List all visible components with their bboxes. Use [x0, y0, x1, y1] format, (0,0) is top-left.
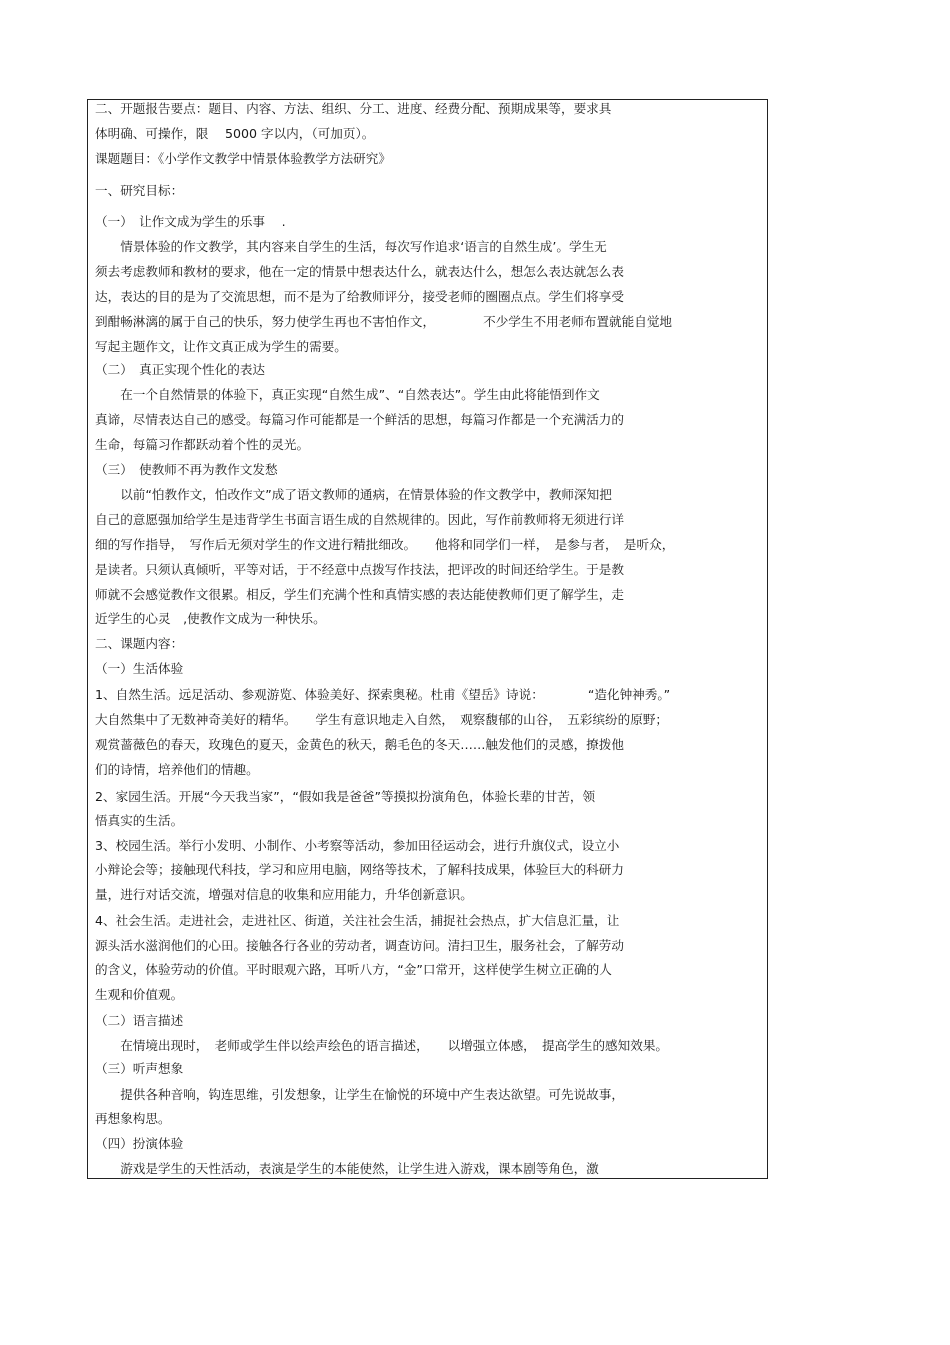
- paragraph-line: 体明确、可操作，限 5000 字以内，（可加页）。: [95, 126, 375, 141]
- paragraph-line: 生命，每篇习作都跃动着个性的灵光。: [95, 437, 310, 452]
- paragraph-line: 须去考虑教师和教材的要求，他在一定的情景中想表达什么，就表达什么，想怎么表达就怎么表: [95, 264, 624, 279]
- subheading-goal-3: （三） 使教师不再为教作文发愁: [95, 462, 278, 477]
- paragraph-line: 真谛，尽情表达自己的感受。每篇习作可能都是一个鲜活的思想，每篇习作都是一个充满活力的: [95, 412, 624, 427]
- paragraph-line: 生观和价值观。: [95, 987, 184, 1002]
- paragraph-line: 的含义，体验劳动的价值。平时眼观六路，耳听八方，“金”口常开，这样使学生树立正确的人: [95, 962, 612, 977]
- paragraph-line: 量，进行对话交流，增强对信息的收集和应用能力，升华创新意识。: [95, 887, 473, 902]
- section-heading-requirements: 二、开题报告要点：题目、内容、方法、组织、分工、进度、经费分配、预期成果等，要求具: [95, 101, 612, 116]
- list-item-home: 2、家园生活。开展“今天我当家”，“假如我是爸爸”等摸拟扮演角色，体验长辈的甘苦，领: [95, 789, 596, 804]
- list-item-nature: 1、自然生活。远足活动、参观游览、体验美好、探索奥秘。杜甫《望岳》诗说： “造化钟神秀。”: [95, 687, 671, 702]
- paragraph-line: 悟真实的生活。: [95, 813, 184, 828]
- paragraph-line: 们的诗情，培养他们的情趣。: [95, 762, 259, 777]
- section-heading-goals: 一、研究目标：: [95, 183, 184, 198]
- paragraph-line: 到酣畅淋漓的属于自己的快乐，努力使学生再也不害怕作文， 不少学生不用老师布置就能自觉地: [95, 314, 673, 329]
- paragraph-line: 是读者。只须认真倾听，平等对话，于不经意中点拨写作技法，把评改的时间还给学生。于是教: [95, 562, 624, 577]
- list-item-society: 4、社会生活。走进社会，走进社区、街道，关注社会生活，捕捉社会热点，扩大信息汇量，让: [95, 913, 620, 928]
- paragraph-line: 细的写作指导， 写作后无须对学生的作文进行精批细改。 他将和同学们一样， 是参与者， 是听众，: [95, 537, 675, 552]
- paragraph-line: 情景体验的作文教学，其内容来自学生的生活，每次写作追求‘语言的自然生成’。学生无: [95, 239, 607, 254]
- paragraph-line: 以前“怕教作文，怕改作文”成了语文教师的通病，在情景体验的作文教学中，教师深知把: [95, 487, 612, 502]
- list-item-school: 3、校园生活。举行小发明、小制作、小考察等活动，参加田径运动会，进行升旗仪式，设立小: [95, 838, 620, 853]
- subheading-roleplay: （四）扮演体验: [95, 1136, 184, 1151]
- paragraph-line: 大自然集中了无数神奇美好的精华。 学生有意识地走入自然， 观察馥郁的山谷， 五彩缤纷的原野；: [95, 712, 669, 727]
- paragraph-line: 自己的意愿强加给学生是违背学生书面言语生成的自然规律的。因此，写作前教师将无须进行详: [95, 512, 624, 527]
- paragraph-line: 观赏蔷薇色的春天，玫瑰色的夏天，金黄色的秋天，鹅毛色的冬天……触发他们的灵感，撩拨他: [95, 737, 624, 752]
- paragraph-line: 写起主题作文，让作文真正成为学生的需要。: [95, 339, 347, 354]
- subheading-goal-1: （一） 让作文成为学生的乐事 .: [95, 214, 286, 229]
- paragraph-line: 近学生的心灵 ,使教作文成为一种快乐。: [95, 611, 326, 626]
- paragraph-line: 师就不会感觉教作文很累。相反，学生们充满个性和真情实感的表达能使教师们更了解学生，走: [95, 587, 624, 602]
- paragraph-line: 达，表达的目的是为了交流思想，而不是为了给教师评分，接受老师的圈圈点点。学生们将享受: [95, 289, 624, 304]
- paragraph-line: 源头活水滋润他们的心田。接触各行各业的劳动者，调查访问。清扫卫生，服务社会，了解劳动: [95, 938, 624, 953]
- subheading-sound: （三）听声想象: [95, 1061, 184, 1076]
- paragraph-line: 在一个自然情景的体验下，真正实现“自然生成”、“自然表达”。学生由此将能悟到作文: [95, 387, 600, 402]
- subheading-language: （二）语言描述: [95, 1013, 184, 1028]
- section-heading-content: 二、课题内容：: [95, 636, 184, 651]
- report-table-cell: [87, 99, 768, 1179]
- paragraph-line: 小辩论会等；接触现代科技，学习和应用电脑，网络等技术，了解科技成果，体验巨大的科研力: [95, 862, 624, 877]
- paragraph-line: 提供各种音响，钩连思维，引发想象，让学生在愉悦的环境中产生表达欲望。可先说故事，: [95, 1087, 624, 1102]
- paragraph-line: 再想象构思。: [95, 1111, 171, 1126]
- subheading-goal-2: （二） 真正实现个性化的表达: [95, 362, 266, 377]
- subheading-life-experience: （一）生活体验: [95, 661, 184, 676]
- paragraph-line: 游戏是学生的天性活动，表演是学生的本能使然，让学生进入游戏，课本剧等角色，激: [95, 1161, 599, 1176]
- paragraph-line: 在情境出现时， 老师或学生伴以绘声绘色的语言描述， 以增强立体感， 提高学生的感知效果。: [95, 1038, 669, 1053]
- topic-title: 课题题目：《小学作文教学中情景体验教学方法研究》: [95, 151, 391, 166]
